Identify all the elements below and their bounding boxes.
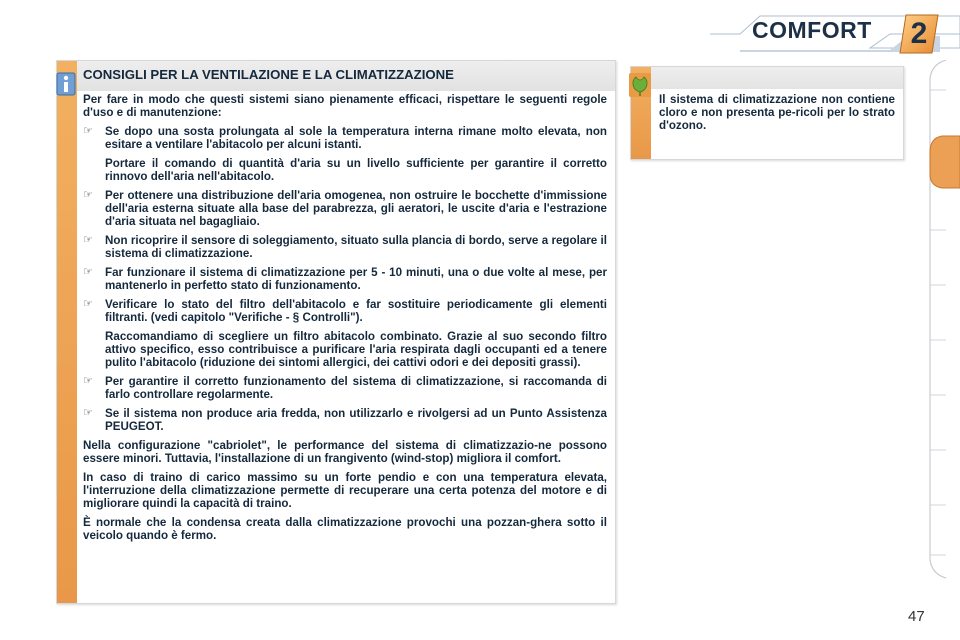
list-item	[83, 298, 607, 324]
panel-content	[83, 66, 607, 548]
pointing-hand-icon: ☞	[83, 298, 93, 310]
list-item-text: Se dopo una sosta prolungata al sole la temperatura interna rimane molto elevata, non esitare a ventilare l'abitacolo per alcuni istanti.	[105, 125, 607, 151]
eco-note-panel	[630, 66, 904, 160]
page-number: 47	[908, 608, 925, 625]
pointing-hand-icon: ☞	[83, 125, 93, 137]
list-item	[83, 407, 607, 433]
pointing-hand-icon: ☞	[83, 375, 93, 387]
list-item	[83, 266, 607, 292]
panel-title: CONSIGLI PER LA VENTILAZIONE E LA CLIMATIZZAZIONE	[83, 67, 454, 82]
list-item-text: Non ricoprire il sensore di soleggiamento, situato sulla plancia di bordo, serve a regolare il sistema di climatizzazione.	[105, 234, 607, 260]
list-item-text: Per garantire il corretto funzionamento del sistema di climatizzazione, si raccomanda di farlo controllare regolarmente.	[105, 375, 607, 401]
list-item-subtext: Portare il comando di quantità d'aria su un livello sufficiente per garantire il corretto rinnovo dell'aria nell'abitacolo.	[105, 157, 607, 183]
list-item-text: Per ottenere una distribuzione dell'aria omogenea, non ostruire le bocchette d'immissione dell'aria esterna situate alla base del parabrezza, gli aeratori, le uscite d'aria e l'estrazione d'aria situata nel bagagliaio.	[105, 189, 607, 228]
chapter-thumb-tabs	[926, 60, 960, 580]
chapter-title: COMFORT	[752, 17, 872, 43]
towing-paragraph: In caso di traino di carico massimo su un forte pendio e con una temperatura elevata, l'interruzione della climatizzazione permette di recuperare una certa potenza del motore e di migliorare quindi la capacità di traino.	[83, 471, 607, 510]
chapter-number: 2	[910, 17, 928, 50]
list-item	[83, 375, 607, 401]
list-item-text: Verificare lo stato del filtro dell'abitacolo e far sostituire periodicamente gli elementi filtranti. (vedi capitolo "Verifiche - § Controlli").	[105, 298, 607, 324]
panel-title-band	[651, 67, 903, 89]
pointing-hand-icon: ☞	[83, 189, 93, 201]
list-item-text: Se il sistema non produce aria fredda, non utilizzarlo e rivolgersi ad un Punto Assistenza PEUGEOT.	[105, 407, 607, 433]
list-item	[83, 125, 607, 151]
list-item	[83, 234, 607, 260]
pointing-hand-icon: ☞	[83, 266, 93, 278]
info-icon	[56, 72, 76, 96]
pointing-hand-icon: ☞	[83, 234, 93, 246]
pointing-hand-icon: ☞	[83, 407, 93, 419]
list-item	[83, 189, 607, 228]
cabriolet-paragraph: Nella configurazione "cabriolet", le performance del sistema di climatizzazio-ne possono essere minori. Tuttavia, l'installazione di un frangivento (wind-stop) migliora il comfort.	[83, 439, 607, 465]
intro-paragraph: Per fare in modo che questi sistemi siano pienamente efficaci, rispettare le seguenti regole d'uso e di manutenzione:	[83, 93, 607, 119]
eco-note-text: Il sistema di climatizzazione non contiene cloro e non presenta pe-ricoli per lo strato d'ozono.	[659, 93, 895, 132]
condensation-paragraph: È normale che la condensa creata dalla climatizzazione provochi una pozzan-ghera sotto il veicolo quando è fermo.	[83, 516, 607, 542]
ventilation-advice-panel	[56, 60, 616, 604]
list-item-subtext: Raccomandiamo di scegliere un filtro abitacolo combinato. Grazie al suo secondo filtro attivo specifico, esso contribuisce a purificare l'aria respirata dagli occupanti ed a tenere pulito l'abitacolo (riduzione dei sintomi allergici, dei cattivi odori e dei depositi grassi).	[105, 330, 607, 369]
panel-accent-stripe	[57, 61, 77, 603]
leaf-icon	[628, 72, 652, 98]
list-item-text: Far funzionare il sistema di climatizzazione per 5 - 10 minuti, una o due volte al mese, per mantenerlo in perfetto stato di funzionamento.	[105, 266, 607, 292]
